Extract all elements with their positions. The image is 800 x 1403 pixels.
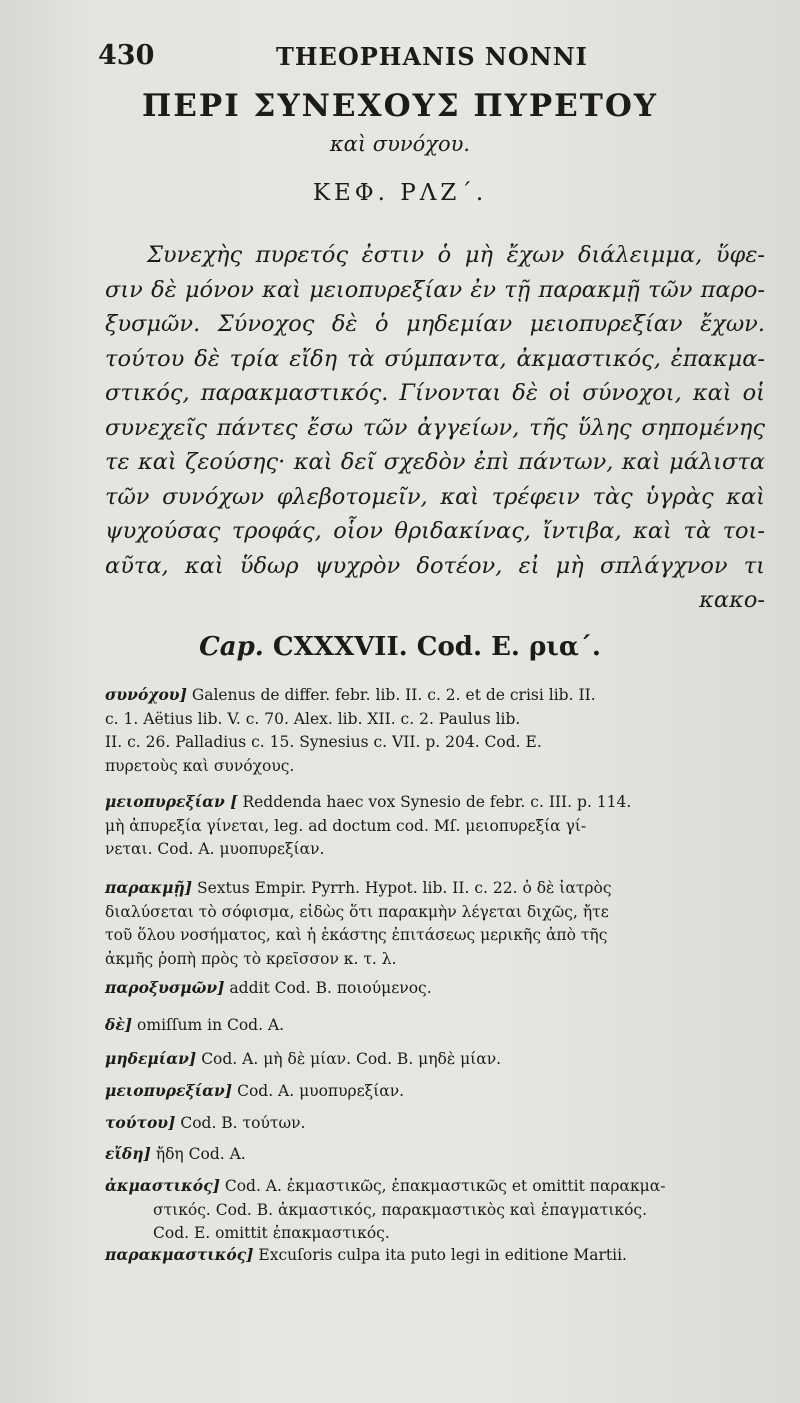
note-lemma: ἀκμαστικός] <box>105 1176 220 1195</box>
note-line: στικός. Cod. B. ἀκμαστικός, παρακμαστικὸς καὶ ἐπαγματικός. <box>153 1200 648 1219</box>
note-line: ἤδη Cod. A. <box>155 1145 246 1163</box>
greek-body-text <box>105 238 765 618</box>
note-synochou <box>105 683 770 778</box>
note-line: Cod. A. μὴ δὲ μίαν. Cod. B. μηδὲ μίαν. <box>201 1050 502 1068</box>
chapter-title: ΠΕΡΙ ΣΥΝΕΧΟΥΣ ΠΥΡΕΤΟΥ <box>142 88 658 124</box>
note-line: Cod. B. τούτων. <box>180 1114 306 1132</box>
running-header <box>98 36 698 76</box>
body-line: σιν δὲ μόνον καὶ μειοπυρεξίαν ἐν τῇ παρακμῇ τῶν παρο- <box>105 276 765 303</box>
running-title: THEOPHANIS NONNI <box>276 42 588 71</box>
note-line: ἀκμῆς ῥοπὴ πρὸς τὸ κρεῖσσον κ. τ. λ. <box>105 949 397 968</box>
note-parakmastikos <box>105 1243 770 1268</box>
note-line: Reddenda haec vox Synesio de febr. c. III. p. 114. <box>242 793 632 811</box>
note-line: omiſſum in Cod. A. <box>137 1016 285 1034</box>
note-line: II. c. 26. Palladius c. 15. Synesius c. VII. p. 204. Cod. E. <box>105 733 542 751</box>
note-toutou <box>105 1111 770 1136</box>
body-line: ψυχούσας τροφάς, οἷον θριδακίνας, ἴντιβα, καὶ τὰ τοι- <box>105 518 765 544</box>
note-paroxysmon <box>105 976 770 1001</box>
page-number: 430 <box>98 40 155 71</box>
note-de <box>105 1013 770 1038</box>
note-lemma: μειοπυρεξίαν [ <box>105 792 238 811</box>
note-lemma: δὲ] <box>105 1015 133 1034</box>
note-akmastikos <box>105 1174 770 1246</box>
note-line: Cod. A. ἐκμαστικῶς, ἐπακμαστικῶς et omittit παρακμα- <box>224 1177 666 1195</box>
cap-numeral: CXXXVII. <box>272 632 408 662</box>
note-lemma: παροξυσμῶν] <box>105 978 225 997</box>
note-meiopyrexian <box>105 790 770 862</box>
note-lemma: μηδεμίαν] <box>105 1049 197 1068</box>
note-line: τοῦ ὅλου νοσήματος, καὶ ἡ ἑκάστης ἐπιτάσεως μερικῆς ἀπὸ τῆς <box>105 926 608 944</box>
note-lemma: παρακμῇ] <box>105 878 193 897</box>
note-line: c. 1. Aëtius lib. V. c. 70. Alex. lib. XII. c. 2. Paulus lib. <box>105 709 521 728</box>
caption-heading <box>0 632 800 662</box>
note-lemma: συνόχου] <box>105 685 187 704</box>
body-line: τούτου δὲ τρία εἴδη τὰ σύμπαντα, ἀκμαστικός, ἐπακμα- <box>105 345 765 372</box>
note-lemma: εἴδη] <box>105 1144 151 1163</box>
note-line: Excuſoris culpa ita puto legi in editione Martii. <box>258 1246 627 1264</box>
catchword: κακο- <box>699 587 765 613</box>
body-line: ξυσμῶν. Σύνοχος δὲ ὁ μηδεμίαν μειοπυρεξίαν ἔχων. <box>105 311 765 337</box>
note-line: Cod. E. omittit ἐπακμαστικός. <box>153 1224 390 1242</box>
note-line: μὴ ἀπυρεξία γίνεται, leg. ad doctum cod. Mſ. μειοπυρεξία γί- <box>105 816 587 835</box>
note-lemma: παρακμαστικός] <box>105 1245 254 1264</box>
note-line: πυρετοὺς καὶ συνόχους. <box>105 756 295 775</box>
note-lemma: μειοπυρεξίαν] <box>105 1081 233 1100</box>
note-line: διαλύσεται τὸ σόφισμα, εἰδὼς ὅτι παρακμὴν λέγεται διχῶς, ἤτε <box>105 902 609 921</box>
note-lemma: τούτου] <box>105 1113 176 1132</box>
body-line: τε καὶ ζεούσης· καὶ δεῖ σχεδὸν ἐπὶ πάντων, καὶ μάλιστα <box>105 449 765 475</box>
note-line: νεται. Cod. A. μυοπυρεξίαν. <box>105 840 325 858</box>
body-line: τῶν συνόχων φλεβοτομεῖν, καὶ τρέφειν τὰς ὑγρὰς καὶ <box>105 483 765 510</box>
note-line: Galenus de differ. febr. lib. II. c. 2. et de crisi lib. II. <box>191 686 596 704</box>
chapter-subtitle: καὶ συνόχου. <box>329 132 471 156</box>
note-line: Sextus Empir. Pyrrh. Hypot. lib. II. c. 22. ὁ δὲ ἰατρὸς <box>197 879 612 897</box>
chapter-number: ΚΕΦ. ΡΛΖ΄. <box>312 180 488 206</box>
body-line: αῦτα, καὶ ὕδωρ ψυχρὸν δοτέον, εἰ μὴ σπλάγχνον τι <box>105 552 765 579</box>
note-line: Cod. A. μυοπυρεξίαν. <box>237 1082 405 1100</box>
cap-codex: Cod. E. ρια΄. <box>416 632 601 662</box>
body-line: συνεχεῖς πάντες ἔσω τῶν ἀγγείων, τῆς ὕλης σηπομένης <box>105 414 765 441</box>
note-medemian <box>105 1047 770 1072</box>
note-line: addit Cod. B. ποιούμενος. <box>229 979 432 997</box>
body-line: στικός, παρακμαστικός. Γίνονται δὲ οἱ σύνοχοι, καὶ οἱ <box>105 380 765 406</box>
note-meiopyrexian-2 <box>105 1079 770 1104</box>
cap-word: Cap. <box>199 632 264 662</box>
note-eide <box>105 1142 770 1167</box>
body-line: Συνεχὴς πυρετός ἐστιν ὁ μὴ ἔχων διάλειμμα, ὕφε- <box>147 242 765 268</box>
note-parakme <box>105 876 770 971</box>
